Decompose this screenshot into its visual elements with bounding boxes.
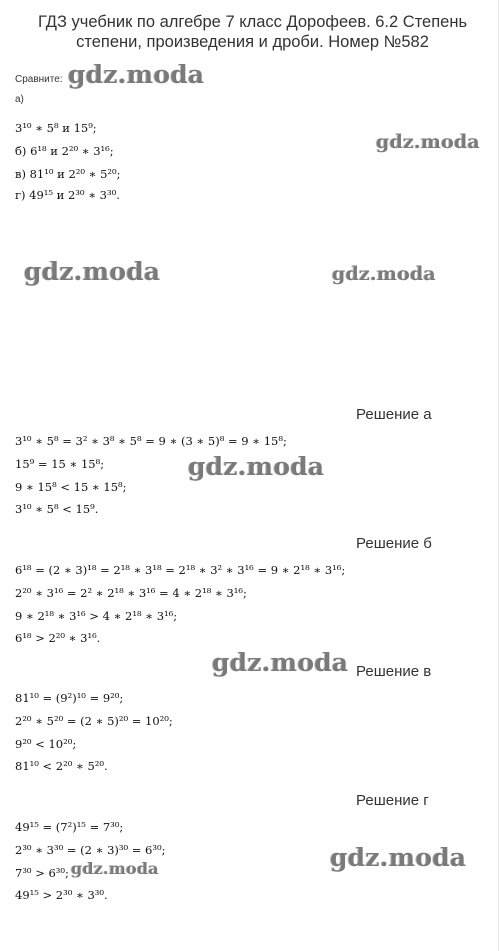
watermark: gdz.moda [332, 263, 436, 285]
solution-d-line-4: 49¹⁵ > 2³⁰ ∗ 3³⁰. [15, 888, 108, 902]
solution-c-line-3: 9²⁰ < 10²⁰; [15, 737, 77, 751]
solution-a-line-2: 15⁹ = 15 ∗ 15⁸; [15, 457, 105, 471]
watermark: gdz.moda [188, 452, 325, 481]
watermark: gdz.moda [71, 859, 159, 878]
task-item-b: б) 6¹⁸ и 2²⁰ ∗ 3¹⁶; [15, 144, 114, 158]
solution-b-line-2: 2²⁰ ∗ 3¹⁶ = 2² ∗ 2¹⁸ ∗ 3¹⁶ = 4 ∗ 2¹⁸ ∗ 3¹⁶; [15, 586, 247, 600]
solution-c-line-4: 81¹⁰ < 2²⁰ ∗ 5²⁰. [15, 759, 108, 773]
solution-c-heading: Решение в [356, 663, 432, 680]
solution-d-line-1: 49¹⁵ = (7²)¹⁵ = 7³⁰; [15, 820, 124, 834]
page-title [20, 12, 485, 52]
page-title-line-1: ГДЗ учебник по алгебре 7 класс Дорофеев. 6.2 Степень [37, 13, 468, 31]
solution-d-line-3: 7³⁰ > 6³⁰; [15, 866, 69, 880]
watermark: gdz.moda [330, 843, 467, 872]
solution-d-heading: Решение г [356, 792, 429, 809]
watermark: gdz.moda [376, 131, 480, 153]
solution-a-line-3: 9 ∗ 15⁸ < 15 ∗ 15⁸; [15, 480, 127, 494]
solution-c-line-2: 2²⁰ ∗ 5²⁰ = (2 ∗ 5)²⁰ = 10²⁰; [15, 714, 173, 728]
solution-a-line-4: 3¹⁰ ∗ 5⁸ < 15⁹. [15, 502, 99, 516]
watermark: gdz.moda [212, 648, 349, 677]
watermark: gdz.moda [24, 257, 161, 286]
task-item-d: г) 49¹⁵ и 2³⁰ ∗ 3³⁰. [15, 188, 120, 202]
solution-a-line-1: 3¹⁰ ∗ 5⁸ = 3² ∗ 3⁸ ∗ 5⁸ = 9 ∗ (3 ∗ 5)⁸ = 9 ∗ 15⁸; [15, 434, 287, 448]
part-a-label: а) [15, 94, 24, 105]
page-title-line-2: степени, произведения и дроби. Номер №582 [76, 33, 429, 51]
solution-b-line-4: 6¹⁸ > 2²⁰ ∗ 3¹⁶. [15, 631, 101, 645]
watermark: gdz.moda [68, 60, 205, 89]
task-item-a: 3¹⁰ ∗ 5⁸ и 15⁹; [15, 121, 97, 135]
solution-d-line-2: 2³⁰ ∗ 3³⁰ = (2 ∗ 3)³⁰ = 6³⁰; [15, 843, 166, 857]
solution-c-line-1: 81¹⁰ = (9²)¹⁰ = 9²⁰; [15, 691, 124, 705]
solution-a-heading: Решение а [356, 406, 432, 423]
solution-b-line-3: 9 ∗ 2¹⁸ ∗ 3¹⁶ > 4 ∗ 2¹⁸ ∗ 3¹⁶; [15, 609, 178, 623]
task-item-c: в) 81¹⁰ и 2²⁰ ∗ 5²⁰; [15, 167, 121, 181]
compare-label: Сравните: [15, 74, 63, 85]
solution-b-heading: Решение б [356, 535, 432, 552]
solution-b-line-1: 6¹⁸ = (2 ∗ 3)¹⁸ = 2¹⁸ ∗ 3¹⁸ = 2¹⁸ ∗ 3² ∗ 3¹⁶ = 9 ∗ 2¹⁸ ∗ 3¹⁶; [15, 563, 346, 577]
